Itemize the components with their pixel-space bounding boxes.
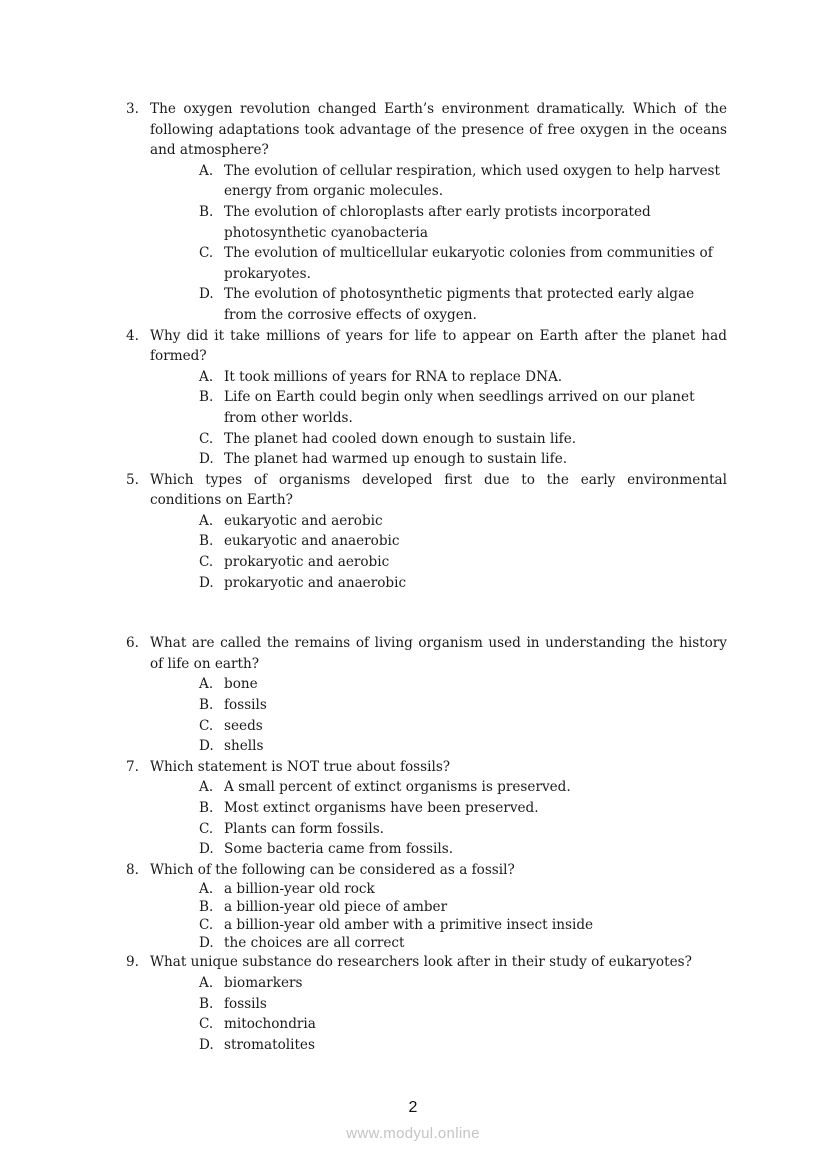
option-text: prokaryotic and anaerobic xyxy=(224,574,407,591)
option-text: shells xyxy=(224,738,264,755)
option-letter: B. xyxy=(199,203,214,220)
option-text: the choices are all correct xyxy=(224,935,405,952)
answer-option xyxy=(150,573,727,594)
answer-option xyxy=(150,716,727,737)
option-text: Most extinct organisms have been preserved. xyxy=(224,800,539,816)
option-text: Some bacteria came from fossils. xyxy=(224,841,454,858)
answer-option xyxy=(150,367,727,388)
answer-option xyxy=(150,674,727,695)
option-letter: C. xyxy=(199,820,214,837)
option-text: The evolution of cellular respiration, which used oxygen to help harvest energy from organic molecules. xyxy=(224,162,720,200)
option-letter: B. xyxy=(199,389,214,406)
option-text: It took millions of years for RNA to replace DNA. xyxy=(224,368,563,385)
answer-option xyxy=(150,819,727,840)
option-letter: D. xyxy=(199,935,214,952)
question-stem: What unique substance do researchers look after in their study of eukaryotes? xyxy=(150,954,692,971)
question-stem: Which statement is NOT true about fossils? xyxy=(150,758,451,775)
option-text: A small percent of extinct organisms is preserved. xyxy=(224,779,571,796)
question-stem: The oxygen revolution changed Earth’s environment dramatically. Which of the following adaptations took advantage of the presence of free oxygen in the oceans and atmosphere? xyxy=(150,101,727,159)
option-text: eukaryotic and anaerobic xyxy=(224,533,400,550)
option-text: seeds xyxy=(224,717,263,734)
option-text: mitochondria xyxy=(224,1016,316,1033)
option-text: biomarkers xyxy=(224,974,303,991)
question-list xyxy=(126,99,727,1055)
answer-option xyxy=(150,202,727,243)
option-letter: A. xyxy=(199,512,214,529)
answer-option xyxy=(150,880,727,898)
question-stem: Why did it take millions of years for life to appear on Earth after the planet had formed? xyxy=(150,327,727,365)
option-text: bone xyxy=(224,676,258,693)
option-text: The planet had warmed up enough to sustain life. xyxy=(224,451,568,468)
question-8 xyxy=(126,860,727,953)
answer-option xyxy=(150,387,727,428)
answer-option xyxy=(150,531,727,552)
answer-option xyxy=(150,736,727,757)
answer-option xyxy=(150,973,727,994)
option-letter: B. xyxy=(199,697,214,714)
answer-option xyxy=(150,161,727,202)
option-text: prokaryotic and aerobic xyxy=(224,554,390,571)
option-letter: C. xyxy=(199,245,214,262)
question-stem: Which types of organisms developed first due to the early environmental conditions on Earth? xyxy=(150,471,727,509)
question-number: 4. xyxy=(126,327,139,344)
question-9 xyxy=(126,952,727,1055)
option-letter: B. xyxy=(199,800,214,816)
option-text: The planet had cooled down enough to sustain life. xyxy=(224,430,577,447)
option-letter: D. xyxy=(199,286,214,303)
question-number: 8. xyxy=(126,861,139,878)
option-letter: D. xyxy=(199,1036,214,1053)
question-stem: Which of the following can be considered as a fossil? xyxy=(150,861,515,878)
option-letter: A. xyxy=(199,974,214,991)
answer-option xyxy=(150,934,727,952)
answer-option xyxy=(150,777,727,798)
option-letter: D. xyxy=(199,841,214,858)
option-text: Life on Earth could begin only when seedlings arrived on our planet from other worlds. xyxy=(224,389,695,426)
option-letter: C. xyxy=(199,430,214,447)
answer-option xyxy=(150,429,727,450)
question-number: 5. xyxy=(126,471,139,488)
answer-option xyxy=(150,798,727,819)
option-text: Plants can form fossils. xyxy=(224,820,384,837)
option-letter: A. xyxy=(199,676,214,693)
answer-option xyxy=(150,916,727,934)
answer-option xyxy=(150,994,727,1015)
watermark: www.modyul.online xyxy=(346,1125,480,1142)
option-letter: C. xyxy=(199,917,214,934)
option-letter: D. xyxy=(199,738,214,755)
option-letter: C. xyxy=(199,1016,214,1033)
option-letter: B. xyxy=(199,899,214,916)
option-text: fossils xyxy=(224,995,267,1012)
option-letter: D. xyxy=(199,451,214,468)
option-text: The evolution of multicellular eukaryotic colonies from communities of prokaryotes. xyxy=(224,245,713,282)
question-number: 7. xyxy=(126,758,139,775)
question-number: 9. xyxy=(126,954,139,971)
question-5 xyxy=(126,470,727,594)
option-letter: C. xyxy=(199,717,214,734)
question-4 xyxy=(126,326,727,470)
section-gap xyxy=(126,593,727,633)
option-text: stromatolites xyxy=(224,1036,315,1053)
question-number: 3. xyxy=(126,101,139,117)
option-text: fossils xyxy=(224,697,267,714)
option-text: a billion-year old amber with a primitive insect inside xyxy=(224,917,594,934)
page-number: 2 xyxy=(408,1099,418,1116)
option-letter: A. xyxy=(199,162,214,179)
option-letter: C. xyxy=(199,554,214,571)
answer-option xyxy=(150,552,727,573)
answer-option xyxy=(150,1035,727,1056)
option-letter: A. xyxy=(199,779,214,796)
answer-option xyxy=(150,243,727,284)
option-text: The evolution of chloroplasts after early protists incorporated photosynthetic cyanobacteria xyxy=(224,203,651,241)
answer-option xyxy=(150,695,727,716)
option-letter: D. xyxy=(199,574,214,591)
option-text: The evolution of photosynthetic pigments that protected early algae from the corrosive effects of oxygen. xyxy=(224,286,695,323)
question-number: 6. xyxy=(126,635,139,652)
question-stem: What are called the remains of living organism used in understanding the history of life on earth? xyxy=(150,635,727,672)
answer-option xyxy=(150,449,727,470)
option-letter: B. xyxy=(199,533,214,550)
answer-option xyxy=(150,1014,727,1035)
option-text: a billion-year old rock xyxy=(224,881,375,898)
question-3 xyxy=(126,99,727,326)
answer-option xyxy=(150,898,727,916)
option-text: eukaryotic and aerobic xyxy=(224,512,383,529)
option-letter: A. xyxy=(199,368,214,385)
answer-option xyxy=(150,511,727,532)
option-letter: A. xyxy=(199,881,214,898)
answer-option xyxy=(150,284,727,325)
answer-option xyxy=(150,839,727,860)
question-7 xyxy=(126,757,727,860)
question-6 xyxy=(126,633,727,757)
option-letter: B. xyxy=(199,995,214,1012)
option-text: a billion-year old piece of amber xyxy=(224,899,448,916)
